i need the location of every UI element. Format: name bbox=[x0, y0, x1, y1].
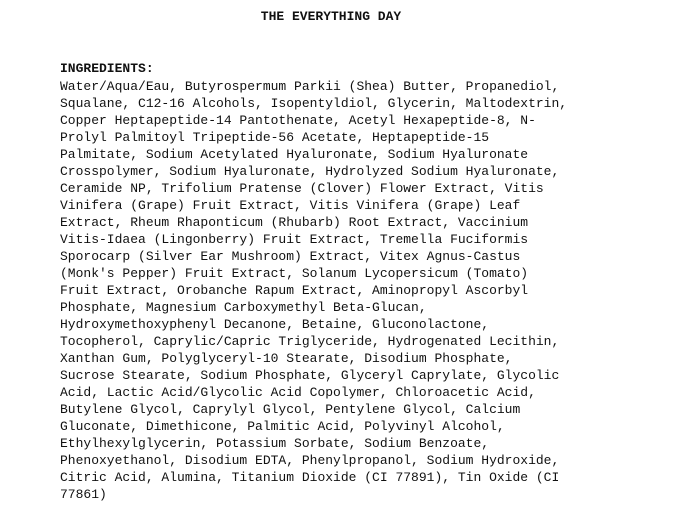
ingredients-text bbox=[60, 78, 670, 503]
ingredients-line: Palmitate, Sodium Acetylated Hyaluronate, Sodium Hyaluronate bbox=[60, 147, 529, 162]
ingredients-line: Tocopherol, Caprylic/Capric Triglyceride, Hydrogenated Lecithin, bbox=[60, 334, 560, 349]
ingredients-line: Prolyl Palmitoyl Tripeptide-56 Acetate, Heptapeptide-15 bbox=[60, 130, 490, 145]
ingredients-line: Citric Acid, Alumina, Titanium Dioxide (CI 77891), Tin Oxide (CI bbox=[60, 470, 560, 485]
ingredients-line: Extract, Rheum Rhaponticum (Rhubarb) Root Extract, Vaccinium bbox=[60, 215, 529, 230]
ingredients-line: Crosspolymer, Sodium Hyaluronate, Hydrolyzed Sodium Hyaluronate, bbox=[60, 164, 560, 179]
ingredients-line: Water/Aqua/Eau, Butyrospermum Parkii (Shea) Butter, Propanediol, bbox=[60, 79, 560, 94]
ingredients-line: Acid, Lactic Acid/Glycolic Acid Copolymer, Chloroacetic Acid, bbox=[60, 385, 536, 400]
ingredients-line: Copper Heptapeptide-14 Pantothenate, Acetyl Hexapeptide-8, N- bbox=[60, 113, 536, 128]
ingredients-line: Vitis-Idaea (Lingonberry) Fruit Extract, Tremella Fuciformis bbox=[60, 232, 529, 247]
ingredients-line: Phosphate, Magnesium Carboxymethyl Beta-Glucan, bbox=[60, 300, 427, 315]
ingredients-line: Phenoxyethanol, Disodium EDTA, Phenylpropanol, Sodium Hydroxide, bbox=[60, 453, 560, 468]
ingredients-line: Ceramide NP, Trifolium Pratense (Clover) Flower Extract, Vitis bbox=[60, 181, 544, 196]
ingredients-line: Gluconate, Dimethicone, Palmitic Acid, Polyvinyl Alcohol, bbox=[60, 419, 505, 434]
ingredients-line: Sporocarp (Silver Ear Mushroom) Extract, Vitex Agnus-Castus bbox=[60, 249, 521, 264]
ingredients-line: Sucrose Stearate, Sodium Phosphate, Glyceryl Caprylate, Glycolic bbox=[60, 368, 560, 383]
ingredients-heading: INGREDIENTS: bbox=[60, 61, 154, 76]
ingredients-line: Fruit Extract, Orobanche Rapum Extract, Aminopropyl Ascorbyl bbox=[60, 283, 529, 298]
ingredients-line: Ethylhexylglycerin, Potassium Sorbate, Sodium Benzoate, bbox=[60, 436, 490, 451]
ingredients-line: Hydroxymethoxyphenyl Decanone, Betaine, Gluconolactone, bbox=[60, 317, 490, 332]
ingredients-line: Vinifera (Grape) Fruit Extract, Vitis Vinifera (Grape) Leaf bbox=[60, 198, 521, 213]
ingredients-line: 77861) bbox=[60, 487, 107, 502]
ingredients-line: Squalane, C12-16 Alcohols, Isopentyldiol, Glycerin, Maltodextrin, bbox=[60, 96, 568, 111]
ingredients-line: Butylene Glycol, Caprylyl Glycol, Pentylene Glycol, Calcium bbox=[60, 402, 521, 417]
document-title: THE EVERYTHING DAY bbox=[260, 9, 402, 24]
ingredients-line: (Monk's Pepper) Fruit Extract, Solanum Lycopersicum (Tomato) bbox=[60, 266, 529, 281]
ingredients-line: Xanthan Gum, Polyglyceryl-10 Stearate, Disodium Phosphate, bbox=[60, 351, 513, 366]
